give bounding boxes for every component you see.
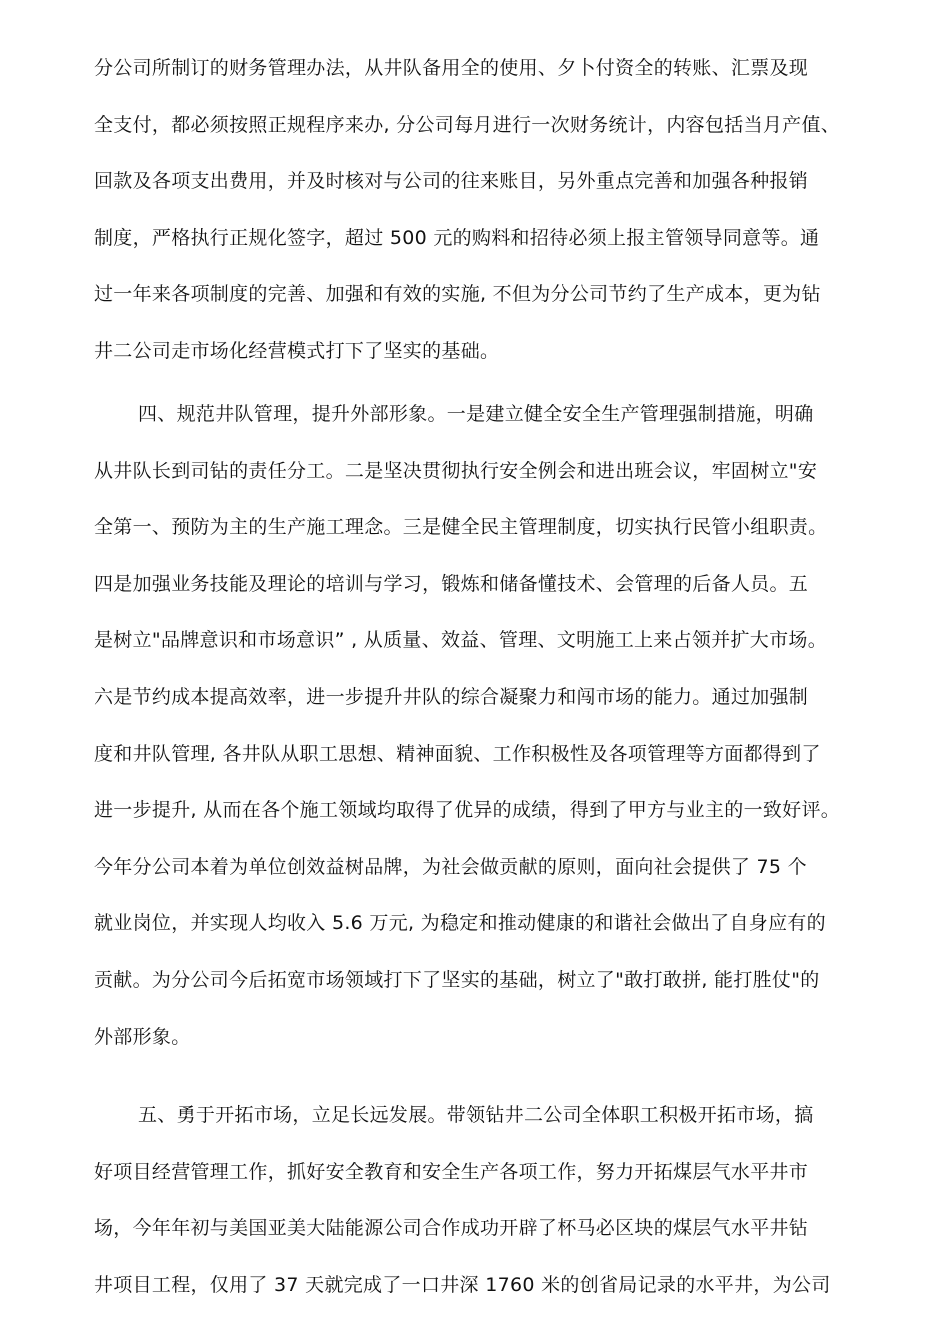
- text-line: 过一年来各项制度的完善、加强和有效的实施, 不但为分公司节约了生产成本，更为钻: [94, 283, 821, 306]
- text-line: 度和井队管理, 各井队从职工思想、精神面貌、工作积极性及各项管理等方面都得到了: [94, 742, 821, 765]
- text-line: 场，今年年初与美国亚美大陆能源公司合作成功开辟了杯马必区块的煤层气水平井钻: [94, 1217, 809, 1240]
- paragraph-section-five: [94, 1087, 874, 1313]
- text-line: 就业岗位，并实现人均收入 5.6 万元, 为稳定和推动健康的和谐社会做出了自身应有的: [94, 912, 826, 935]
- text-line: 六是节约成本提高效率，进一步提升井队的综合凝聚力和闯市场的能力。通过加强制: [94, 685, 809, 708]
- text-line: 好项目经营管理工作，抓好安全教育和安全生产各项工作，努力开拓煤层气水平井市: [94, 1160, 809, 1183]
- text-line: 今年分公司本着为单位创效益树品牌，为社会做贡献的原则，面向社会提供了 75 个: [94, 855, 807, 878]
- text-line: 井二公司走市场化经营模式打下了坚实的基础。: [94, 339, 500, 362]
- text-line: 从井队长到司钻的责任分工。二是坚决贯彻执行安全例会和进出班会议，牢固树立"安: [94, 459, 818, 482]
- text-line: 四、规范井队管理，提升外部形象。一是建立健全安全生产管理强制措施，明确: [138, 403, 814, 425]
- text-line: 井项目工程，仅用了 37 天就完成了一口井深 1760 米的创省局记录的水平井，为公司: [94, 1273, 831, 1296]
- text-line: 五、勇于开拓市场，立足长远发展。带领钻井二公司全体职工积极开拓市场，搞: [138, 1104, 814, 1126]
- paragraph-section-four: [94, 386, 874, 1065]
- text-line: 四是加强业务技能及理论的培训与学习，锻炼和储备懂技术、会管理的后备人员。五: [94, 572, 809, 595]
- text-line: 贡献。为分公司今后拓宽市场领域打下了坚实的基础，树立了"敢打敢拼, 能打胜仗"的: [94, 968, 820, 991]
- text-line: 回款及各项支出费用，并及时核对与公司的往来账目，另外重点完善和加强各种报销: [94, 170, 809, 193]
- text-line: 分公司所制订的财务管理办法，从井队备用全的使用、夕卜付资全的转账、汇票及现: [94, 57, 809, 79]
- text-line: 进一步提升, 从而在各个施工领域均取得了优异的成绩，得到了甲方与业主的一致好评。: [94, 799, 841, 822]
- paragraph-finance-management: [94, 40, 874, 380]
- text-line: 制度，严格执行正规化签字，超过 500 元的购料和招待必须上报主管领导同意等。通: [94, 226, 820, 249]
- text-line: 全第一、预防为主的生产施工理念。三是健全民主管理制度，切实执行民管小组职责。: [94, 516, 828, 539]
- text-line: 外部形象。: [94, 1025, 191, 1048]
- text-line: 是树立"品牌意识和市场意识” , 从质量、效益、管理、文明施工上来占领并扩大市场。: [94, 629, 828, 652]
- text-line: 全支付，都必须按照正规程序来办, 分公司每月进行一次财务统计，内容包括当月产值、: [94, 113, 841, 136]
